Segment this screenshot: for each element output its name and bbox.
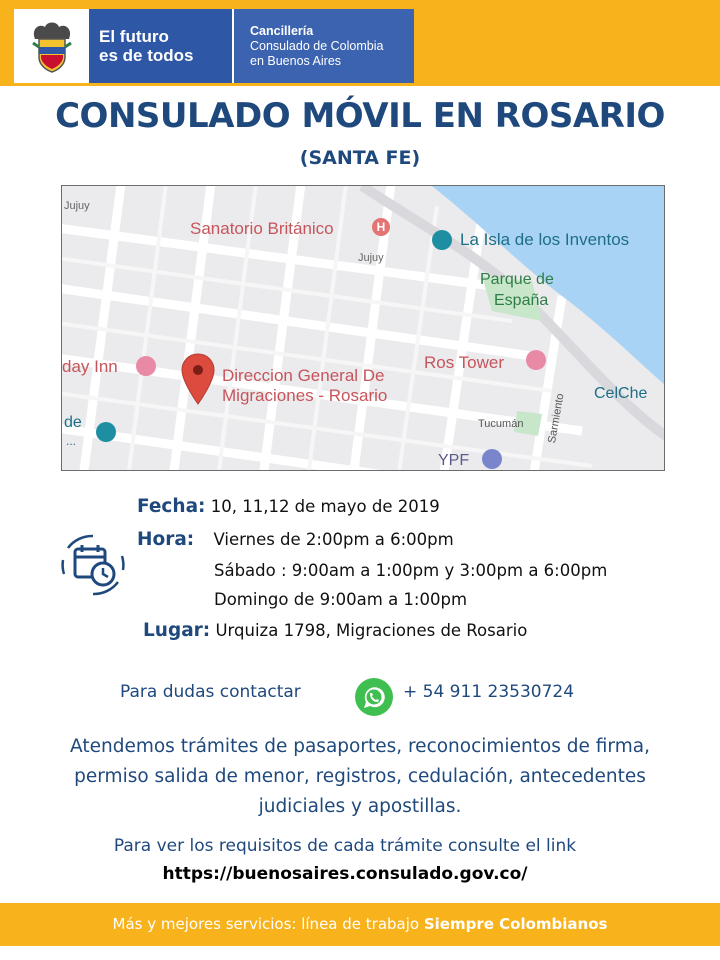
map-canvas	[62, 186, 665, 471]
park-label-line-1: Parque de	[480, 271, 554, 288]
street-label-sarmiento: Sarmiento	[546, 392, 567, 445]
requirements-text: Para ver los requisitos de cada trámite consulte el link	[113, 836, 577, 856]
gas-station-icon	[482, 449, 502, 469]
slogan-line-1: El futuro	[99, 27, 169, 46]
coat-of-arms-icon	[29, 17, 75, 75]
marker-label-line-2: Migraciones - Rosario	[222, 386, 388, 405]
poi-partial-de: de	[64, 414, 82, 431]
hours-line-3: Domingo de 9:00am a 1:00pm	[214, 590, 468, 609]
services-text	[30, 732, 690, 822]
hours-line-1: Viernes de 2:00pm a 6:00pm	[213, 530, 454, 549]
date-row	[137, 496, 440, 517]
poi-sanatorio-britanico[interactable]: Sanatorio Británico	[190, 219, 334, 238]
hours-label: Hora:	[137, 529, 195, 550]
ministry-block	[234, 9, 414, 83]
park-label-line-2: España	[494, 292, 549, 309]
ministry-line-2: Consulado de Colombia	[250, 39, 384, 53]
hotel-icon	[136, 356, 156, 376]
place-row	[143, 620, 527, 641]
place-label: Lugar:	[143, 620, 211, 641]
hours-row	[137, 529, 454, 550]
poi-la-isla-de-los-inventos[interactable]: La Isla de los Inventos	[460, 230, 630, 249]
date-label: Fecha:	[137, 496, 206, 517]
street-label-tucuman: Tucumán	[478, 418, 524, 430]
whatsapp-icon[interactable]	[354, 677, 394, 717]
location-map[interactable]	[61, 185, 665, 471]
calendar-clock-icon	[58, 534, 128, 596]
footer-bold-text: Siempre Colombianos	[423, 915, 608, 933]
poi-ros-tower[interactable]: Ros Tower	[424, 353, 504, 372]
poi-holiday-inn[interactable]: day Inn	[62, 357, 118, 376]
poi-celche[interactable]: CelChe	[594, 385, 648, 402]
contact-text: Para dudas contactar	[120, 682, 301, 702]
hours-line-2: Sábado : 9:00am a 1:00pm y 3:00pm a 6:00pm	[214, 561, 608, 580]
consulate-link[interactable]: https://buenosaires.consulado.gov.co/	[162, 864, 528, 884]
marker-label-line-1: Direccion General De	[222, 366, 385, 385]
attraction-icon	[432, 230, 452, 250]
footer-band	[0, 903, 720, 946]
ministry-line-1: Cancillería	[250, 24, 314, 38]
street-label-jujuy-2: Jujuy	[358, 252, 384, 264]
street-label-jujuy: Jujuy	[64, 200, 90, 212]
page-title: CONSULADO MÓVIL EN ROSARIO	[55, 96, 665, 136]
phone-number[interactable]: + 54 911 23530724	[403, 682, 575, 702]
poi-ypf[interactable]: YPF	[438, 452, 470, 469]
brand-banner	[14, 9, 414, 83]
place-value: Urquiza 1798, Migraciones de Rosario	[215, 621, 528, 640]
location-marker-icon[interactable]	[180, 352, 216, 406]
coat-of-arms-logo	[14, 9, 89, 83]
date-value: 10, 11,12 de mayo de 2019	[210, 497, 440, 516]
hospital-icon: H	[372, 218, 390, 236]
hotel-icon	[526, 350, 546, 370]
page-subtitle: (SANTA FE)	[299, 147, 421, 169]
services-line-3: judiciales y apostillas.	[258, 796, 462, 817]
services-line-2: permiso salida de menor, registros, cedulación, antecedentes	[74, 766, 646, 787]
building-icon	[96, 422, 116, 442]
poi-partial-dots: ...	[66, 434, 77, 448]
footer-text: Más y mejores servicios: línea de trabajo	[112, 915, 420, 933]
services-line-1: Atendemos trámites de pasaportes, reconocimientos de firma,	[70, 736, 650, 757]
ministry-line-3: en Buenos Aires	[250, 54, 342, 68]
slogan-block	[89, 9, 232, 83]
slogan-line-2: es de todos	[99, 46, 194, 65]
